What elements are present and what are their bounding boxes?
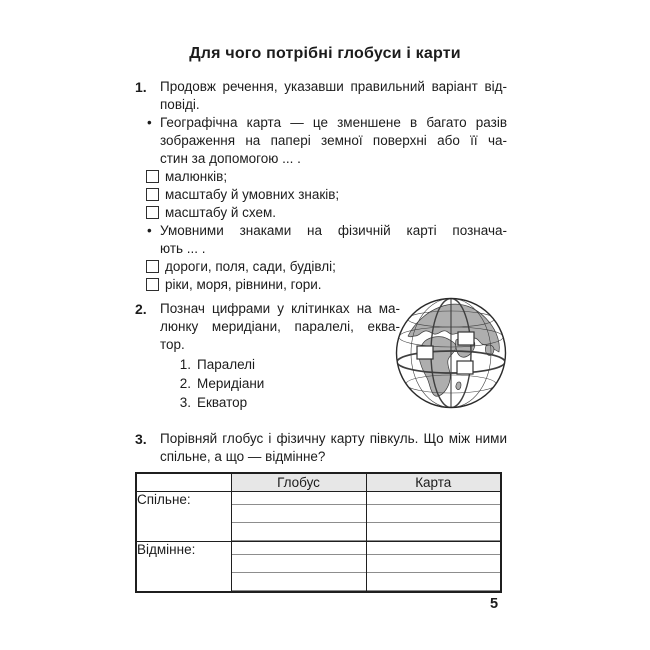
answer-checkbox[interactable] — [146, 206, 159, 219]
answer-option-label: дороги, поля, сади, будівлі; — [165, 259, 336, 274]
table-cell-different-globe — [231, 542, 366, 593]
task-2 — [135, 300, 400, 412]
table-header-row — [136, 473, 501, 492]
write-line[interactable] — [232, 542, 366, 555]
answer-option-label: масштабу й схем. — [165, 205, 277, 220]
globe-answer-box-3[interactable] — [457, 361, 473, 374]
text-line: стин за допомогою ... . — [160, 151, 301, 166]
list-item-label: Паралелі — [197, 357, 256, 372]
answer-checkbox[interactable] — [146, 260, 159, 273]
write-line[interactable] — [367, 555, 501, 573]
answer-option — [146, 276, 507, 294]
answer-option-label: малюнків; — [165, 169, 228, 184]
table-row-header-common: Спільне: — [136, 492, 231, 542]
text-line: спільне, а що — відмінне? — [160, 449, 326, 464]
write-line[interactable] — [232, 523, 366, 541]
task-2-content — [160, 300, 400, 412]
text-line: ють ... . — [160, 241, 206, 256]
task-2-number: 2. — [135, 301, 147, 317]
answer-option-label: масштабу й умовних знаків; — [165, 187, 340, 202]
task-1-number: 1. — [135, 79, 147, 95]
task-1 — [135, 78, 507, 294]
task-3-content — [137, 430, 507, 593]
table-col-header-map: Карта — [366, 473, 501, 492]
list-item-label: Екватор — [197, 395, 248, 410]
answer-option — [146, 204, 507, 222]
write-line[interactable] — [367, 573, 501, 591]
text-line: тор. — [160, 337, 185, 352]
task-3 — [135, 430, 507, 593]
table-row — [136, 492, 501, 542]
list-item-number: 1. — [179, 357, 191, 372]
task-2-legend-list — [176, 355, 400, 412]
text-line: Порівняй глобус і фізичну карту півкуль. Що між ними — [160, 431, 507, 446]
write-line[interactable] — [367, 505, 501, 523]
bullet-icon: • — [147, 115, 152, 130]
table-corner-cell — [136, 473, 231, 492]
list-item — [176, 374, 400, 393]
table-cell-common-map — [366, 492, 501, 542]
answer-option — [146, 186, 507, 204]
text-line: повіді. — [160, 97, 200, 112]
list-item-number: 2. — [179, 376, 191, 391]
task-1-content — [147, 78, 507, 294]
list-item-label: Меридіани — [197, 376, 265, 391]
text-line: зображення на папері земної поверхні або її ча- — [160, 133, 507, 148]
text-line: Умовними знаками на фізичній карті познача- — [160, 223, 507, 238]
answer-option — [146, 168, 507, 186]
text-line: Познач цифрами у клітинках на ма- — [160, 301, 400, 316]
globe-illustration — [394, 296, 508, 410]
answer-option — [146, 258, 507, 276]
list-item — [176, 355, 400, 374]
page-number: 5 — [489, 596, 499, 612]
answer-checkbox[interactable] — [146, 278, 159, 291]
table-row — [136, 542, 501, 593]
answer-checkbox[interactable] — [146, 188, 159, 201]
page-title: Для чого потрібні глобуси і карти — [189, 45, 461, 62]
task-1-options-group-1 — [146, 168, 507, 222]
task-3-number: 3. — [135, 431, 147, 447]
write-line[interactable] — [232, 573, 366, 591]
table-cell-different-map — [366, 542, 501, 593]
write-line[interactable] — [232, 505, 366, 523]
list-item-number: 3. — [179, 395, 191, 410]
bullet-text — [160, 222, 507, 258]
task-1-bullet-2 — [147, 222, 507, 258]
globe-answer-box-1[interactable] — [458, 332, 474, 345]
write-line[interactable] — [367, 542, 501, 555]
answer-option-label: ріки, моря, рівнини, гори. — [165, 277, 322, 292]
write-line[interactable] — [232, 492, 366, 505]
bullet-icon: • — [147, 223, 152, 238]
list-item — [176, 393, 400, 412]
answer-checkbox[interactable] — [146, 170, 159, 183]
write-line[interactable] — [367, 492, 501, 505]
table-row-header-different: Відмінне: — [136, 542, 231, 593]
write-line[interactable] — [367, 523, 501, 541]
task-1-bullet-1 — [147, 114, 507, 168]
text-line: Географічна карта — це зменшене в багато разів — [160, 115, 507, 130]
text-line: люнку меридіани, паралелі, еква- — [160, 319, 400, 334]
table-cell-common-globe — [231, 492, 366, 542]
globe-answer-box-2[interactable] — [417, 346, 433, 359]
task-1-intro — [160, 78, 507, 114]
task-1-options-group-2 — [146, 258, 507, 294]
table-col-header-globe: Глобус — [231, 473, 366, 492]
text-line: Продовж речення, указавши правильний варіант від- — [160, 79, 507, 94]
bullet-text — [160, 114, 507, 168]
write-line[interactable] — [232, 555, 366, 573]
comparison-table — [135, 472, 502, 593]
